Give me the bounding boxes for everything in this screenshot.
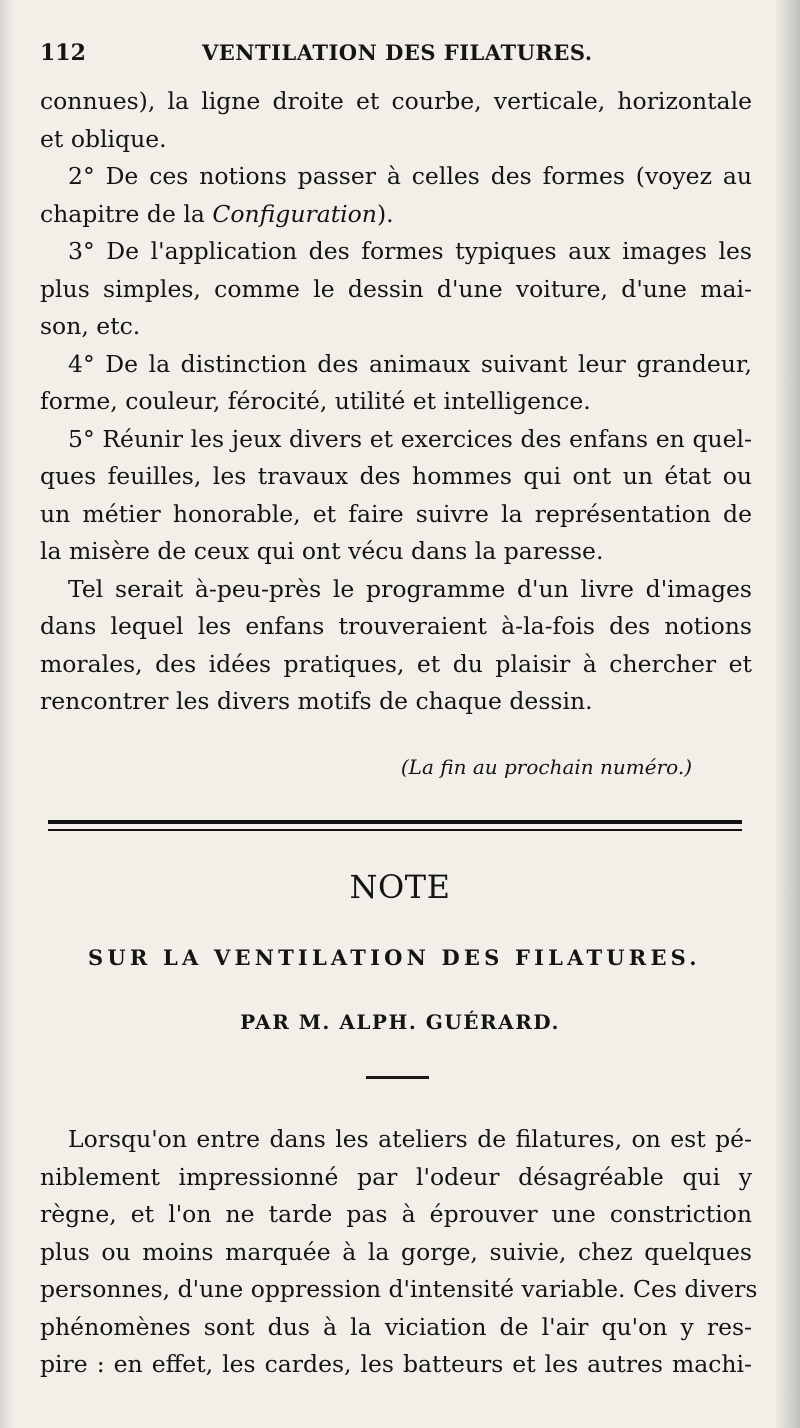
text-line: niblement impressionné par l'odeur désagréable qui y — [40, 1162, 752, 1191]
italic-term: Configuration — [212, 199, 377, 228]
section-rule-thick — [48, 820, 742, 824]
text-line: morales, des idées pratiques, et du plaisir à chercher et — [40, 649, 752, 678]
running-head-title: VENTILATION DES FILATURES. — [202, 40, 593, 65]
short-divider — [366, 1076, 429, 1079]
text-line: 2° De ces notions passer à celles des formes (voyez au — [68, 162, 752, 190]
text-line: plus ou moins marquée à la gorge, suivie, chez quelques — [40, 1237, 752, 1266]
text-line: son, etc. — [40, 312, 141, 340]
text-line: Tel serait à-peu-près le programme d'un livre d'images — [68, 574, 752, 603]
text-fragment: ). — [376, 199, 394, 228]
article-text — [40, 1121, 758, 1384]
continued-note: (La fin au prochain numéro.) — [400, 755, 692, 779]
text-line: personnes, d'une oppression d'intensité variable. Ces divers — [40, 1275, 758, 1303]
page-left-shadow — [0, 0, 14, 1428]
continuation-text — [40, 83, 752, 721]
text-line: Lorsqu'on entre dans les ateliers de filatures, on est pé- — [68, 1125, 752, 1153]
text-fragment: chapitre de la — [40, 199, 213, 228]
text-line: 5° Réunir les jeux divers et exercices des enfans en quel- — [68, 424, 752, 453]
running-head — [40, 40, 740, 70]
text-line: dans lequel les enfans trouveraient à-la-fois des notions — [40, 612, 752, 640]
text-line: rencontrer les divers motifs de chaque dessin. — [40, 687, 593, 715]
page-number: 112 — [40, 40, 86, 66]
text-line: règne, et l'on ne tarde pas à éprouver une constriction — [40, 1200, 752, 1228]
text-line: phénomènes sont dus à la viciation de l'air qu'on y res- — [40, 1312, 752, 1341]
text-line: 4° De la distinction des animaux suivant leur grandeur, — [68, 349, 752, 378]
text-line: et oblique. — [40, 124, 167, 153]
author-line: PAR M. ALPH. GUÉRARD. — [240, 1010, 560, 1034]
text-line: forme, couleur, férocité, utilité et intelligence. — [40, 387, 591, 415]
section-title: NOTE — [349, 868, 451, 906]
text-line: ques feuilles, les travaux des hommes qui ont un état ou — [40, 462, 752, 490]
text-line: pire : en effet, les cardes, les batteurs et les autres machi- — [40, 1350, 752, 1378]
text-line: la misère de ceux qui ont vécu dans la paresse. — [40, 537, 604, 565]
text-line: connues), la ligne droite et courbe, verticale, horizontale — [40, 87, 752, 115]
text-line: 3° De l'application des formes typiques aux images les — [68, 237, 752, 265]
section-rule-thin — [48, 829, 742, 831]
text-line: plus simples, comme le dessin d'une voiture, d'une mai- — [40, 274, 752, 303]
text-line: un métier honorable, et faire suivre la représentation de — [40, 499, 752, 528]
page-right-shadow — [774, 0, 800, 1428]
text-line-with-italic — [40, 196, 752, 234]
section-subtitle: SUR LA VENTILATION DES FILATURES. — [88, 945, 701, 970]
